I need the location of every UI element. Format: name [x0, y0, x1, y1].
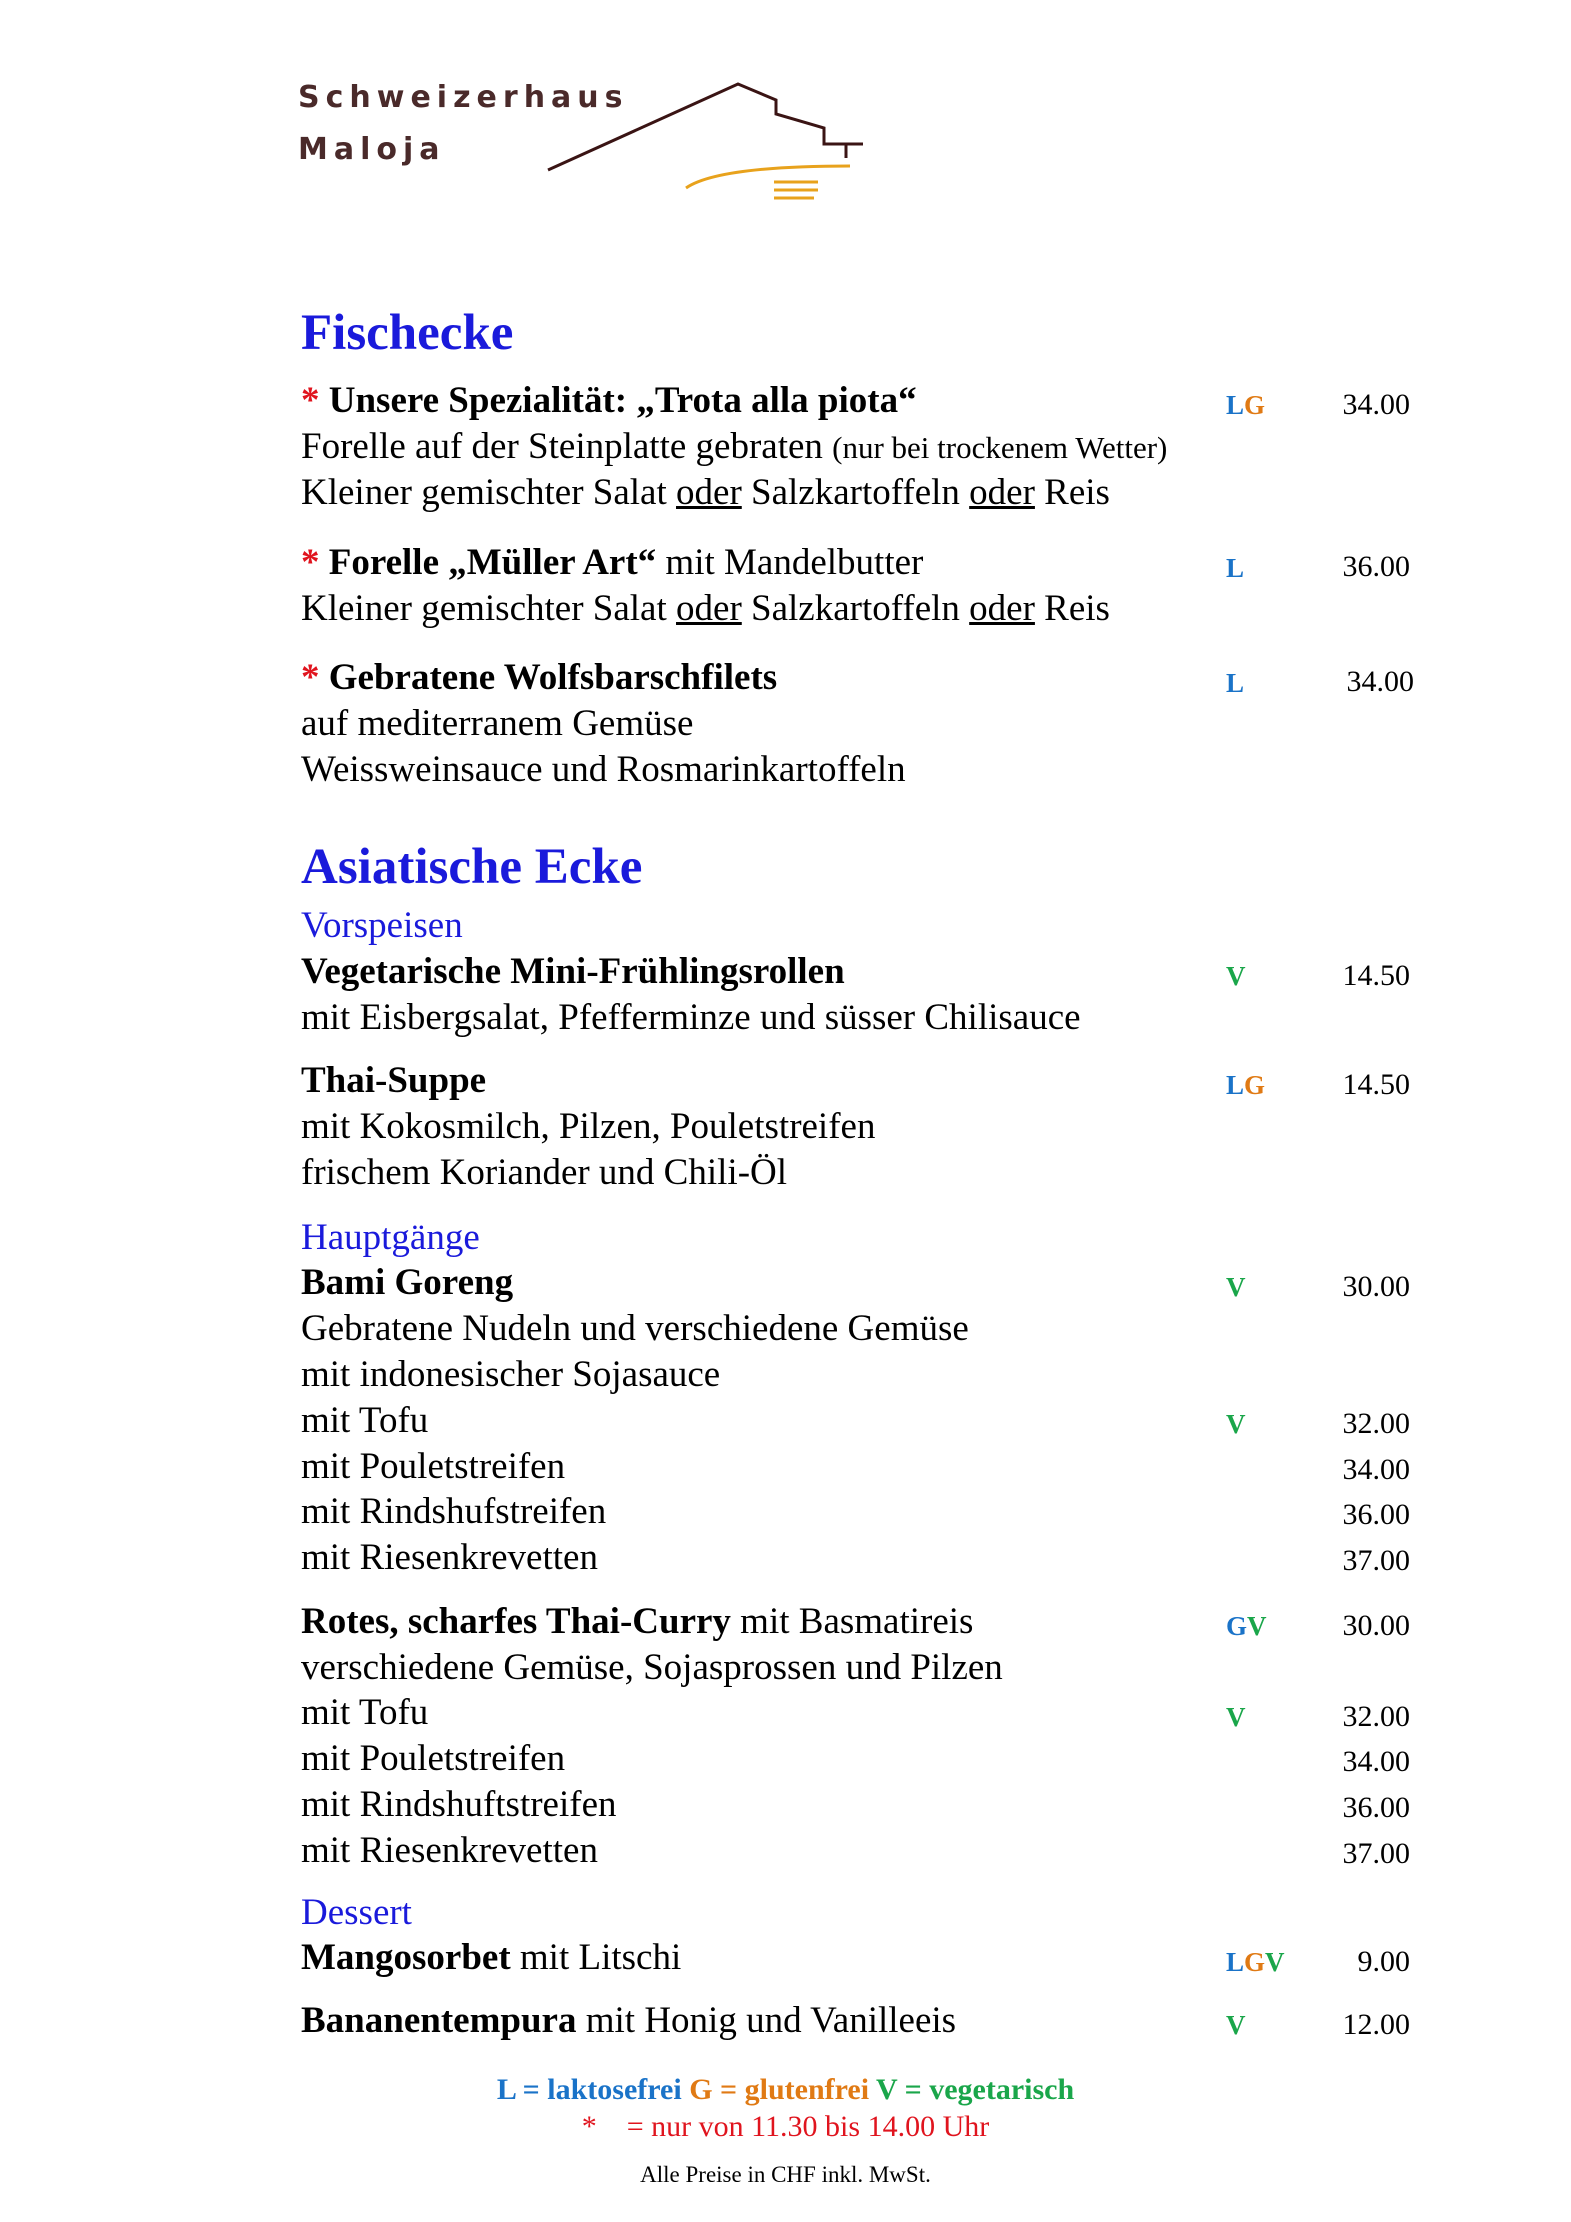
diet-tag: V: [1226, 2010, 1246, 2040]
dish-name: Unsere Spezialität: „Trota alla piota“: [328, 380, 917, 421]
dish-description: mit Kokosmilch, Pilzen, Pouletstreifen: [301, 1106, 876, 1147]
section-title-asiatische-ecke: Asiatische Ecke: [301, 839, 643, 895]
dish-description: Gebratene Nudeln und verschiedene Gemüse: [301, 1308, 969, 1349]
diet-tag: V: [1226, 1702, 1246, 1732]
subheading-dessert: Dessert: [301, 1892, 412, 1933]
diet-legend: L = laktosefrei G = glutenfrei V = vegetarisch: [496, 2073, 1075, 2106]
menu-item-trota-name: [301, 382, 917, 419]
price: 14.50: [1342, 959, 1410, 992]
logo: [298, 70, 898, 220]
star-marker: *: [301, 380, 320, 421]
option-label: mit Pouletstreifen: [301, 1446, 566, 1487]
price: 32.00: [1342, 1700, 1410, 1733]
option-label: mit Riesenkrevetten: [301, 1830, 598, 1871]
price: 34.00: [1342, 1745, 1410, 1778]
diet-tag: LG: [1226, 390, 1266, 420]
option-label: mit Tofu: [301, 1400, 429, 1441]
price: 9.00: [1357, 1945, 1410, 1978]
dish-description: mit Eisbergsalat, Pfefferminze und süsser Chilisauce: [301, 997, 1081, 1038]
menu-item-mango-name: Mangosorbet mit Litschi: [301, 1937, 682, 1978]
price: 34.00: [1342, 388, 1410, 421]
house-roof-icon: [298, 70, 898, 220]
diet-tag: V: [1226, 961, 1246, 991]
menu-item-curry-name: Rotes, scharfes Thai-Curry mit Basmatireis: [301, 1601, 974, 1642]
option-label: mit Rindshufstreifen: [301, 1491, 607, 1532]
dish-description: Kleiner gemischter Salat oder Salzkartoffeln oder Reis: [301, 588, 1110, 629]
diet-tag: V: [1226, 1272, 1246, 1302]
logo-name-line2: Maloja: [298, 132, 446, 167]
diet-tag: V: [1226, 1409, 1246, 1439]
option-label: mit Tofu: [301, 1692, 429, 1733]
price: 30.00: [1342, 1270, 1410, 1303]
menu-item-banane-name: Bananentempura mit Honig und Vanilleeis: [301, 2000, 957, 2041]
menu-item-forelle-name: * Forelle „Müller Art“ mit Mandelbutter: [301, 542, 924, 583]
price-footer: Alle Preise in CHF inkl. MwSt.: [640, 2162, 931, 2187]
dish-description: frischem Koriander und Chili-Öl: [301, 1152, 788, 1193]
star-note: * = nur von 11.30 bis 14.00 Uhr: [581, 2110, 990, 2143]
menu-item-wolfsbarsch-name: * Gebratene Wolfsbarschfilets: [301, 657, 778, 698]
diet-tag: L: [1226, 553, 1245, 583]
price: 34.00: [1342, 1453, 1410, 1486]
price: 32.00: [1342, 1407, 1410, 1440]
price: 12.00: [1342, 2008, 1410, 2041]
diet-tag: LGV: [1226, 1947, 1285, 1977]
price: 34.00: [1346, 665, 1414, 698]
dish-description: mit indonesischer Sojasauce: [301, 1354, 721, 1395]
price: 14.50: [1342, 1068, 1410, 1101]
diet-tag: LG: [1226, 1070, 1266, 1100]
option-label: mit Riesenkrevetten: [301, 1537, 598, 1578]
price: 36.00: [1342, 550, 1410, 583]
diet-tag: L: [1226, 668, 1245, 698]
subheading-hauptgaenge: Hauptgänge: [301, 1217, 480, 1258]
dish-description: Kleiner gemischter Salat oder Salzkartoffeln oder Reis: [301, 472, 1110, 513]
dish-description: verschiedene Gemüse, Sojasprossen und Pilzen: [301, 1647, 1003, 1688]
dish-description: Forelle auf der Steinplatte gebraten (nur bei trockenem Wetter): [301, 426, 1168, 467]
subheading-vorspeisen: Vorspeisen: [301, 905, 463, 946]
menu-item-thaisuppe-name: Thai-Suppe: [301, 1060, 487, 1101]
logo-name-line1: Schweizerhaus: [298, 80, 629, 115]
price: 37.00: [1342, 1837, 1410, 1870]
price: 36.00: [1342, 1498, 1410, 1531]
dish-description: auf mediterranem Gemüse: [301, 703, 694, 744]
price: 36.00: [1342, 1791, 1410, 1824]
dish-description: Weissweinsauce und Rosmarinkartoffeln: [301, 749, 906, 790]
section-title-fischecke: Fischecke: [301, 305, 514, 361]
price: 30.00: [1342, 1609, 1410, 1642]
option-label: mit Rindshuftstreifen: [301, 1784, 617, 1825]
menu-item-fruehlingsrollen-name: Vegetarische Mini-Frühlingsrollen: [301, 951, 845, 992]
diet-tag: GV: [1226, 1611, 1267, 1641]
option-label: mit Pouletstreifen: [301, 1738, 566, 1779]
menu-item-bami-name: Bami Goreng: [301, 1262, 514, 1303]
price: 37.00: [1342, 1544, 1410, 1577]
